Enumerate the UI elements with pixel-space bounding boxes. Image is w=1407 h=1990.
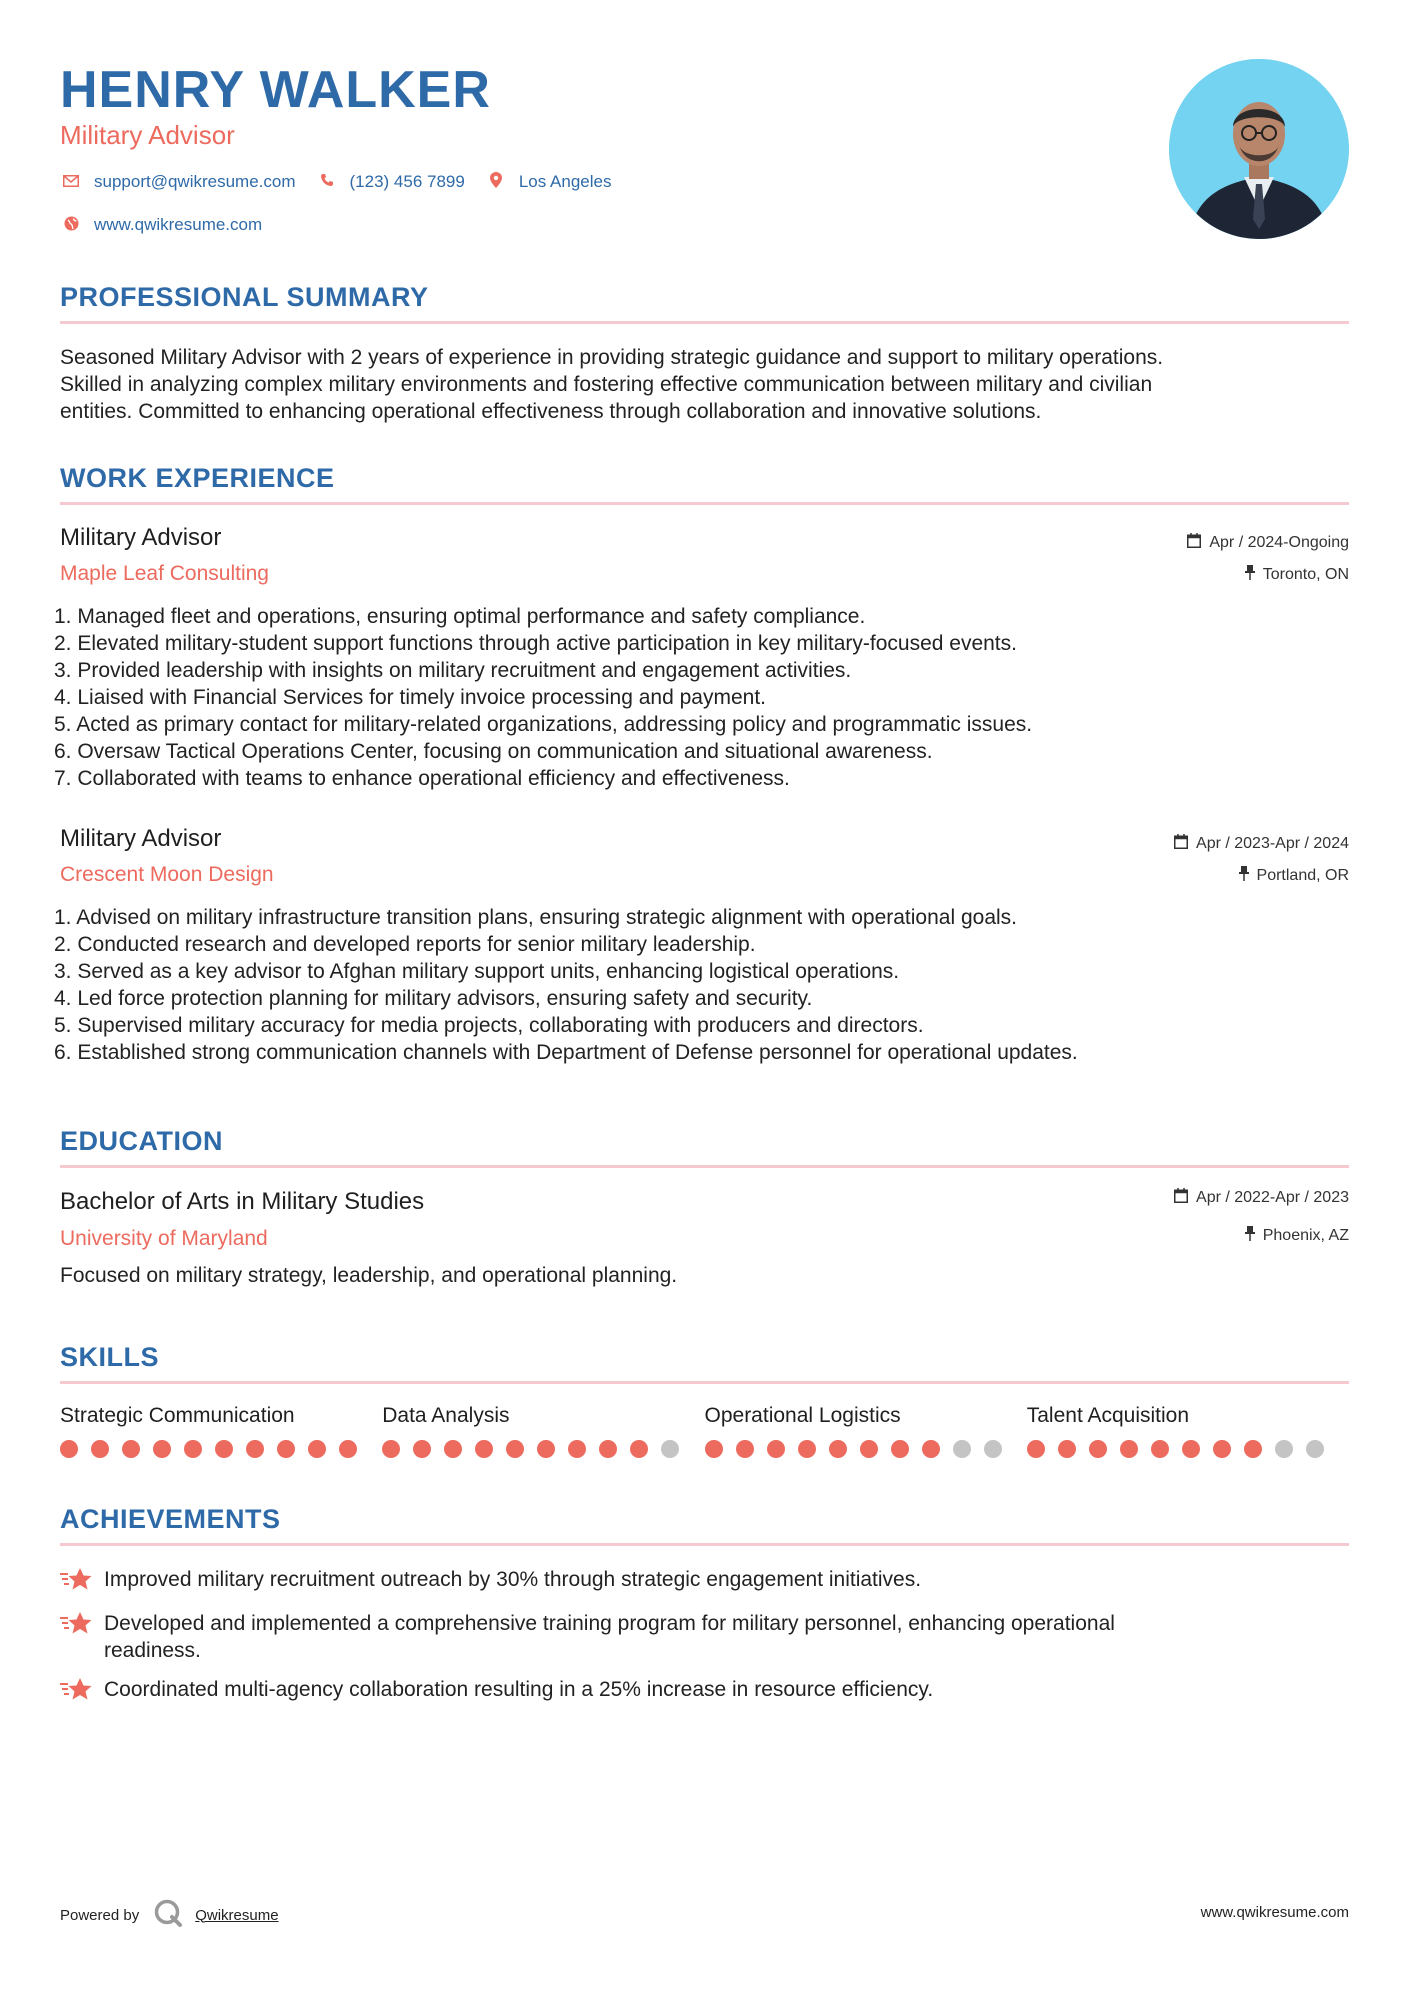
school-name: University of Maryland — [60, 1227, 268, 1250]
contact-email[interactable] — [60, 172, 296, 192]
skill-dot-filled — [798, 1440, 816, 1458]
section-divider — [60, 1381, 1349, 1384]
skill-rating — [60, 1440, 382, 1458]
skill-dot-filled — [630, 1440, 648, 1458]
list-item: 3. Provided leadership with insights on military recruitment and engagement activities. — [54, 659, 852, 682]
achievement-text — [104, 1566, 921, 1598]
skill-dot-empty — [953, 1440, 971, 1458]
section-divider — [60, 321, 1349, 324]
contact-location — [485, 172, 612, 192]
skill-name: Data Analysis — [382, 1404, 510, 1427]
section-title-skills: SKILLS — [60, 1342, 160, 1372]
contact-row-secondary — [60, 215, 282, 235]
calendar-icon — [1187, 532, 1201, 554]
candidate-role: Military Advisor — [60, 120, 235, 150]
skill-dot-filled — [60, 1440, 78, 1458]
skill-dot-filled — [91, 1440, 109, 1458]
email-text: support@qwikresume.com — [94, 172, 296, 191]
list-item: 6. Oversaw Tactical Operations Center, focusing on communication and situational awareness. — [54, 740, 933, 763]
job-date-text: Apr / 2024-Ongoing — [1209, 534, 1349, 551]
skill-dot-filled — [537, 1440, 555, 1458]
company-name: Crescent Moon Design — [60, 863, 274, 886]
skill-dot-filled — [153, 1440, 171, 1458]
pushpin-icon — [1245, 1225, 1255, 1247]
envelope-icon — [60, 174, 82, 191]
achievement-line: Improved military recruitment outreach by 30% through strategic engagement initiatives. — [104, 1568, 922, 1591]
skill-dot-filled — [1182, 1440, 1200, 1458]
skill-item — [1027, 1402, 1349, 1458]
phone-icon — [316, 173, 338, 191]
skill-dot-empty — [661, 1440, 679, 1458]
section-title-achievements: ACHIEVEMENTS — [60, 1504, 281, 1534]
skill-dot-filled — [184, 1440, 202, 1458]
list-item: 6. Established strong communication channels with Department of Defense personnel for operational updates. — [54, 1041, 1078, 1064]
pushpin-icon — [1239, 865, 1249, 887]
skill-rating — [1027, 1440, 1349, 1458]
job-bullet-list — [54, 603, 1032, 792]
achievement-line: Coordinated multi-agency collaboration resulting in a 25% increase in resource efficiency. — [104, 1678, 934, 1701]
candidate-name: HENRY WALKER — [60, 61, 491, 119]
qwikresume-logo-icon — [153, 1898, 183, 1932]
pushpin-icon — [1245, 564, 1255, 586]
profile-photo — [1169, 59, 1349, 239]
skill-dot-filled — [1120, 1440, 1138, 1458]
job-location — [1239, 865, 1349, 887]
skill-item — [705, 1402, 1027, 1458]
achievement-item — [60, 1566, 1349, 1598]
company-name: Maple Leaf Consulting — [60, 562, 269, 585]
skill-dot-filled — [891, 1440, 909, 1458]
skills-grid — [60, 1402, 1349, 1458]
list-item: 5. Acted as primary contact for military-related organizations, addressing policy and programmatic issues. — [54, 713, 1033, 736]
star-icon — [60, 1610, 104, 1664]
list-item: 1. Advised on military infrastructure transition plans, ensuring strategic alignment with operational goals. — [54, 906, 1017, 929]
globe-icon — [60, 216, 82, 235]
section-divider — [60, 1165, 1349, 1168]
skill-dot-filled — [475, 1440, 493, 1458]
skill-name: Strategic Communication — [60, 1404, 295, 1427]
skill-dot-filled — [413, 1440, 431, 1458]
job-date-text: Apr / 2023-Apr / 2024 — [1196, 835, 1349, 852]
list-item: 4. Liaised with Financial Services for timely invoice processing and payment. — [54, 686, 767, 709]
summary-line: Seasoned Military Advisor with 2 years of experience in providing strategic guidance and support to military operations. — [60, 346, 1164, 369]
skill-dot-filled — [1058, 1440, 1076, 1458]
skill-dot-filled — [506, 1440, 524, 1458]
skill-dot-filled — [767, 1440, 785, 1458]
skill-name: Talent Acquisition — [1026, 1404, 1190, 1427]
calendar-icon — [1174, 833, 1188, 855]
skill-dot-filled — [1213, 1440, 1231, 1458]
contact-phone[interactable] — [316, 172, 465, 192]
phone-text: (123) 456 7899 — [349, 172, 465, 191]
skill-dot-filled — [1151, 1440, 1169, 1458]
skill-dot-filled — [339, 1440, 357, 1458]
education-date-text: Apr / 2022-Apr / 2023 — [1196, 1189, 1349, 1206]
summary-line: Skilled in analyzing complex military environments and fostering effective communication between military and civilian — [60, 373, 1153, 396]
footer-website[interactable]: www.qwikresume.com — [1200, 1904, 1349, 1921]
skill-dot-empty — [1275, 1440, 1293, 1458]
job-location — [1245, 564, 1349, 586]
education-location — [1245, 1225, 1349, 1247]
footer-branding — [60, 1898, 279, 1932]
job-bullet-list — [54, 904, 1078, 1066]
job-title: Military Advisor — [60, 825, 222, 852]
section-divider — [60, 1543, 1349, 1546]
summary-line: entities. Committed to enhancing operational effectiveness through collaboration and innovative solutions. — [60, 400, 1042, 423]
contact-website[interactable] — [60, 215, 262, 235]
achievement-line: readiness. — [104, 1639, 201, 1662]
website-text: www.qwikresume.com — [94, 215, 263, 234]
job-date — [1174, 833, 1349, 855]
achievement-text — [104, 1676, 933, 1708]
degree-title: Bachelor of Arts in Military Studies — [60, 1188, 425, 1215]
location-text: Los Angeles — [518, 172, 612, 191]
skill-dot-empty — [984, 1440, 1002, 1458]
job-date — [1187, 532, 1349, 554]
summary-text — [60, 344, 1349, 425]
list-item: 2. Elevated military-student support functions through active participation in key military-focused events. — [54, 632, 1017, 655]
skill-dot-filled — [246, 1440, 264, 1458]
skill-dot-filled — [277, 1440, 295, 1458]
list-item: 3. Served as a key advisor to Afghan military support units, enhancing logistical operations. — [54, 960, 900, 983]
resume-page — [54, 0, 1349, 1990]
skill-item — [382, 1402, 704, 1458]
skill-dot-empty — [1306, 1440, 1324, 1458]
skill-dot-filled — [308, 1440, 326, 1458]
achievement-item — [60, 1610, 1349, 1664]
skill-dot-filled — [382, 1440, 400, 1458]
skill-dot-filled — [922, 1440, 940, 1458]
job-title: Military Advisor — [60, 524, 222, 551]
education-description: Focused on military strategy, leadership, and operational planning. — [60, 1264, 678, 1287]
skill-dot-filled — [568, 1440, 586, 1458]
powered-by-label: Powered by — [60, 1906, 140, 1924]
map-pin-icon — [485, 172, 507, 192]
section-title-work: WORK EXPERIENCE — [60, 463, 335, 493]
achievement-item — [60, 1676, 1349, 1708]
list-item: 2. Conducted research and developed reports for senior military leadership. — [54, 933, 756, 956]
skill-dot-filled — [444, 1440, 462, 1458]
section-title-education: EDUCATION — [60, 1126, 223, 1156]
skill-dot-filled — [736, 1440, 754, 1458]
skill-dot-filled — [1244, 1440, 1262, 1458]
list-item: 7. Collaborated with teams to enhance operational efficiency and effectiveness. — [54, 767, 790, 790]
skill-dot-filled — [215, 1440, 233, 1458]
star-icon — [60, 1676, 104, 1708]
section-divider — [60, 502, 1349, 505]
list-item: 1. Managed fleet and operations, ensuring optimal performance and safety compliance. — [54, 605, 866, 628]
achievement-text — [104, 1610, 1115, 1664]
skill-rating — [382, 1440, 704, 1458]
skill-item — [60, 1402, 382, 1458]
skill-dot-filled — [1027, 1440, 1045, 1458]
education-location-text: Phoenix, AZ — [1262, 1227, 1349, 1244]
qwikresume-link[interactable]: Qwikresume — [195, 1906, 279, 1924]
skill-rating — [705, 1440, 1027, 1458]
skill-dot-filled — [860, 1440, 878, 1458]
job-location-text: Portland, OR — [1256, 867, 1349, 884]
skill-dot-filled — [829, 1440, 847, 1458]
education-date — [1174, 1187, 1349, 1209]
skill-dot-filled — [1089, 1440, 1107, 1458]
star-icon — [60, 1566, 104, 1598]
contact-row-primary — [60, 172, 631, 192]
section-title-summary: PROFESSIONAL SUMMARY — [60, 282, 429, 312]
skill-dot-filled — [705, 1440, 723, 1458]
calendar-icon — [1174, 1187, 1188, 1209]
skill-dot-filled — [122, 1440, 140, 1458]
list-item: 4. Led force protection planning for military advisors, ensuring safety and security. — [54, 987, 813, 1010]
list-item: 5. Supervised military accuracy for media projects, collaborating with producers and directors. — [54, 1014, 924, 1037]
skill-dot-filled — [599, 1440, 617, 1458]
achievement-line: Developed and implemented a comprehensive training program for military personnel, enhancing operational — [104, 1612, 1115, 1635]
job-location-text: Toronto, ON — [1262, 566, 1349, 583]
skill-name: Operational Logistics — [704, 1404, 901, 1427]
